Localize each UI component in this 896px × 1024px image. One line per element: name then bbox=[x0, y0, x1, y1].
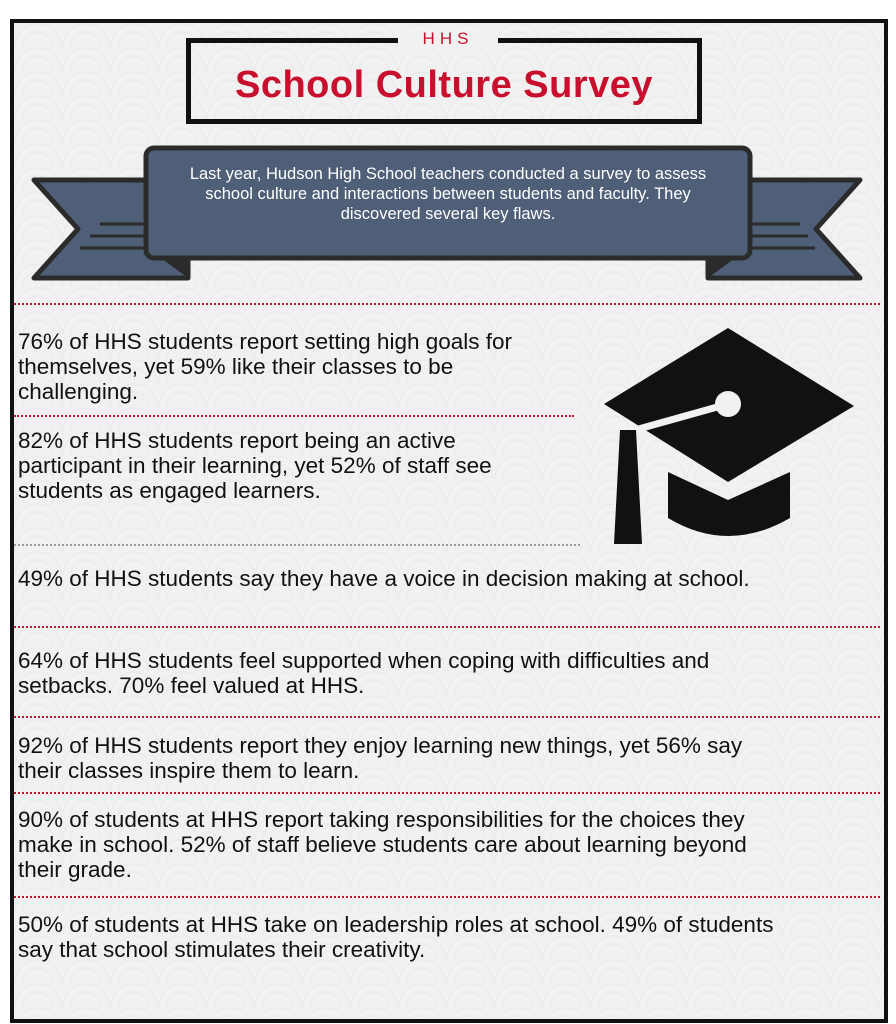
finding-3: 49% of HHS students say they have a voice in decision making at school. bbox=[18, 566, 750, 591]
graduation-cap-icon bbox=[600, 322, 860, 548]
divider bbox=[14, 544, 580, 546]
divider bbox=[14, 716, 880, 718]
divider bbox=[14, 303, 880, 305]
finding-7: 50% of students at HHS take on leadership roles at school. 49% of students say that school stimulates their creativity. bbox=[18, 912, 774, 962]
school-tag: HHS bbox=[398, 28, 498, 50]
finding-5: 92% of HHS students report they enjoy learning new things, yet 56% say their classes inspire them to learn. bbox=[18, 733, 743, 783]
intro-text: Last year, Hudson High School teachers conducted a survey to assess school culture and interactions between students and faculty. They discovered several key flaws. bbox=[189, 165, 707, 223]
divider bbox=[14, 415, 574, 417]
finding-1: 76% of HHS students report setting high goals for themselves, yet 59% like their classes to be challenging. bbox=[18, 329, 513, 404]
finding-2: 82% of HHS students report being an active participant in their learning, yet 52% of staff see students as engaged learners. bbox=[18, 428, 492, 503]
divider bbox=[14, 626, 880, 628]
page-title: School Culture Survey bbox=[234, 64, 654, 106]
divider bbox=[14, 896, 880, 898]
divider bbox=[14, 792, 880, 794]
finding-6: 90% of students at HHS report taking responsibilities for the choices they make in school. 52% of staff believe students care about learning beyond their grade. bbox=[18, 807, 747, 882]
finding-4: 64% of HHS students feel supported when coping with difficulties and setbacks. 70% feel valued at HHS. bbox=[18, 648, 710, 698]
